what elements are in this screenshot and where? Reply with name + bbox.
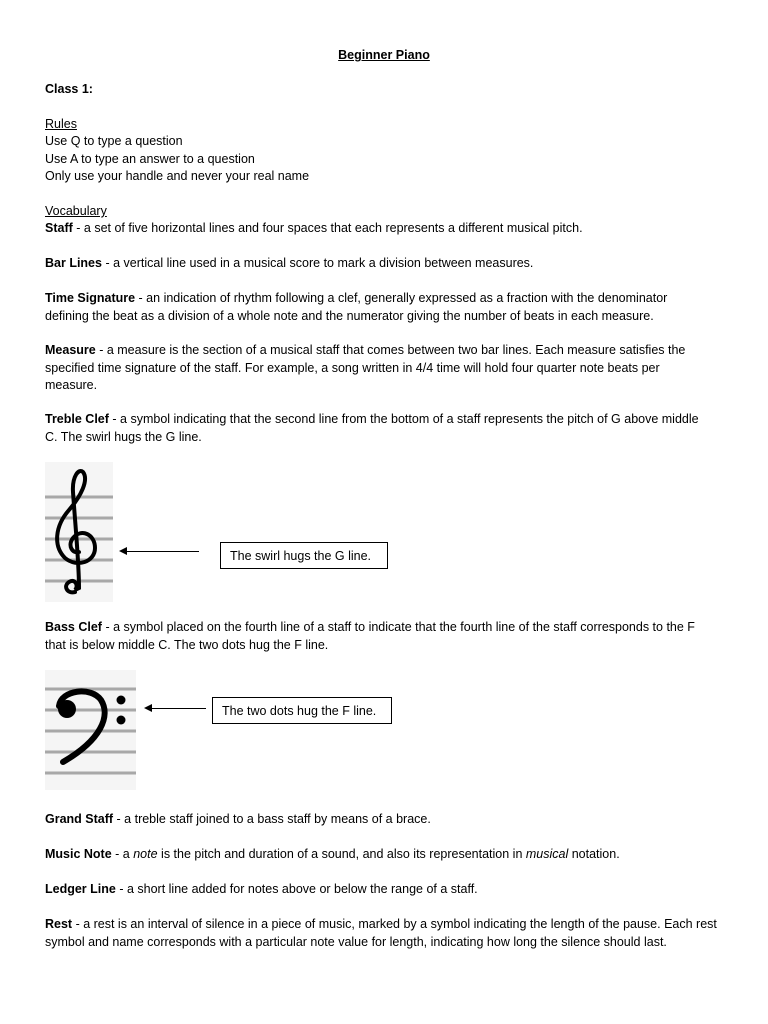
vocab-definition: measure.	[45, 378, 98, 392]
arrow-line	[150, 708, 206, 709]
vocab-music-note	[45, 846, 725, 864]
vocab-term: Bass Clef	[45, 620, 102, 634]
page-title: Beginner Piano	[338, 48, 430, 62]
vocab-definition-italic: musical	[525, 847, 569, 861]
vocab-definition: specified time signature of the staff. For example, a song written in 4/4 time will hold four quarter note beats per	[45, 360, 660, 375]
vocab-term: Rest	[45, 917, 73, 931]
rules-item: Use A to type an answer to a question	[45, 152, 255, 166]
vocab-definition: notation.	[568, 847, 620, 861]
rules-item: Use Q to type a question	[45, 134, 183, 148]
class-label: Class 1:	[45, 82, 93, 96]
vocab-term: Music Note	[45, 847, 112, 861]
vocab-definition: symbol and name corresponds with a particular note value for length, indicating how long the silence should last.	[45, 934, 667, 949]
vocab-definition: - a short line added for notes above or below the range of a staff.	[115, 882, 478, 896]
vocab-definition: - a symbol placed on the fourth line of a staff to indicate that the fourth line of the staff corresponds to the F	[101, 620, 695, 634]
vocab-term: Measure	[45, 343, 96, 357]
vocab-definition: - a rest is an interval of silence in a piece of music, marked by a symbol indicating the length of the pause. Each rest	[72, 917, 717, 931]
vocab-bass-clef	[45, 619, 725, 654]
vocab-grand-staff	[45, 811, 725, 829]
vocab-definition: - a symbol indicating that the second line from the bottom of a staff represents the pitch of G above middle	[108, 412, 699, 426]
vocab-definition: - a set of five horizontal lines and four spaces that each represents a different musical pitch.	[72, 221, 583, 235]
vocab-staff	[45, 220, 725, 238]
vocab-ledger-line	[45, 881, 725, 899]
vocab-definition: is the pitch and duration of a sound, and also its representation in	[157, 847, 526, 861]
vocab-definition-italic: note	[133, 847, 158, 861]
vocabulary-heading: Vocabulary	[45, 204, 107, 218]
vocab-definition: that is below middle C. The two dots hug the F line.	[45, 637, 329, 652]
vocab-time-signature	[45, 290, 725, 325]
rules-item: Only use your handle and never your real name	[45, 169, 310, 183]
vocab-term: Staff	[45, 221, 73, 235]
vocab-definition: - a	[111, 847, 134, 861]
treble-clef-image	[45, 462, 113, 602]
vocab-definition: - a treble staff joined to a bass staff by means of a brace.	[113, 812, 431, 826]
vocab-definition: defining the beat as a division of a whole note and the numerator giving the number of beats in each measure.	[45, 308, 654, 323]
vocab-definition: - a measure is the section of a musical staff that comes between two bar lines. Each measure satisfies the	[95, 343, 686, 357]
vocab-definition: C. The swirl hugs the G line.	[45, 429, 202, 444]
vocab-term: Time Signature	[45, 291, 136, 305]
vocab-term: Bar Lines	[45, 256, 102, 270]
rules-heading: Rules	[45, 117, 77, 131]
arrow-line	[125, 551, 199, 552]
vocab-bar-lines	[45, 255, 725, 273]
bass-callout-box: The two dots hug the F line.	[212, 697, 392, 724]
vocab-measure	[45, 342, 725, 395]
vocab-term: Grand Staff	[45, 812, 114, 826]
treble-callout-box: The swirl hugs the G line.	[220, 542, 388, 569]
vocab-rest	[45, 916, 725, 951]
vocab-definition: - a vertical line used in a musical score to mark a division between measures.	[101, 256, 534, 270]
vocab-treble-clef	[45, 411, 725, 446]
vocab-definition: - an indication of rhythm following a clef, generally expressed as a fraction with the denominator	[135, 291, 668, 305]
vocab-term: Treble Clef	[45, 412, 109, 426]
bass-clef-image	[45, 670, 136, 790]
vocab-term: Ledger Line	[45, 882, 116, 896]
